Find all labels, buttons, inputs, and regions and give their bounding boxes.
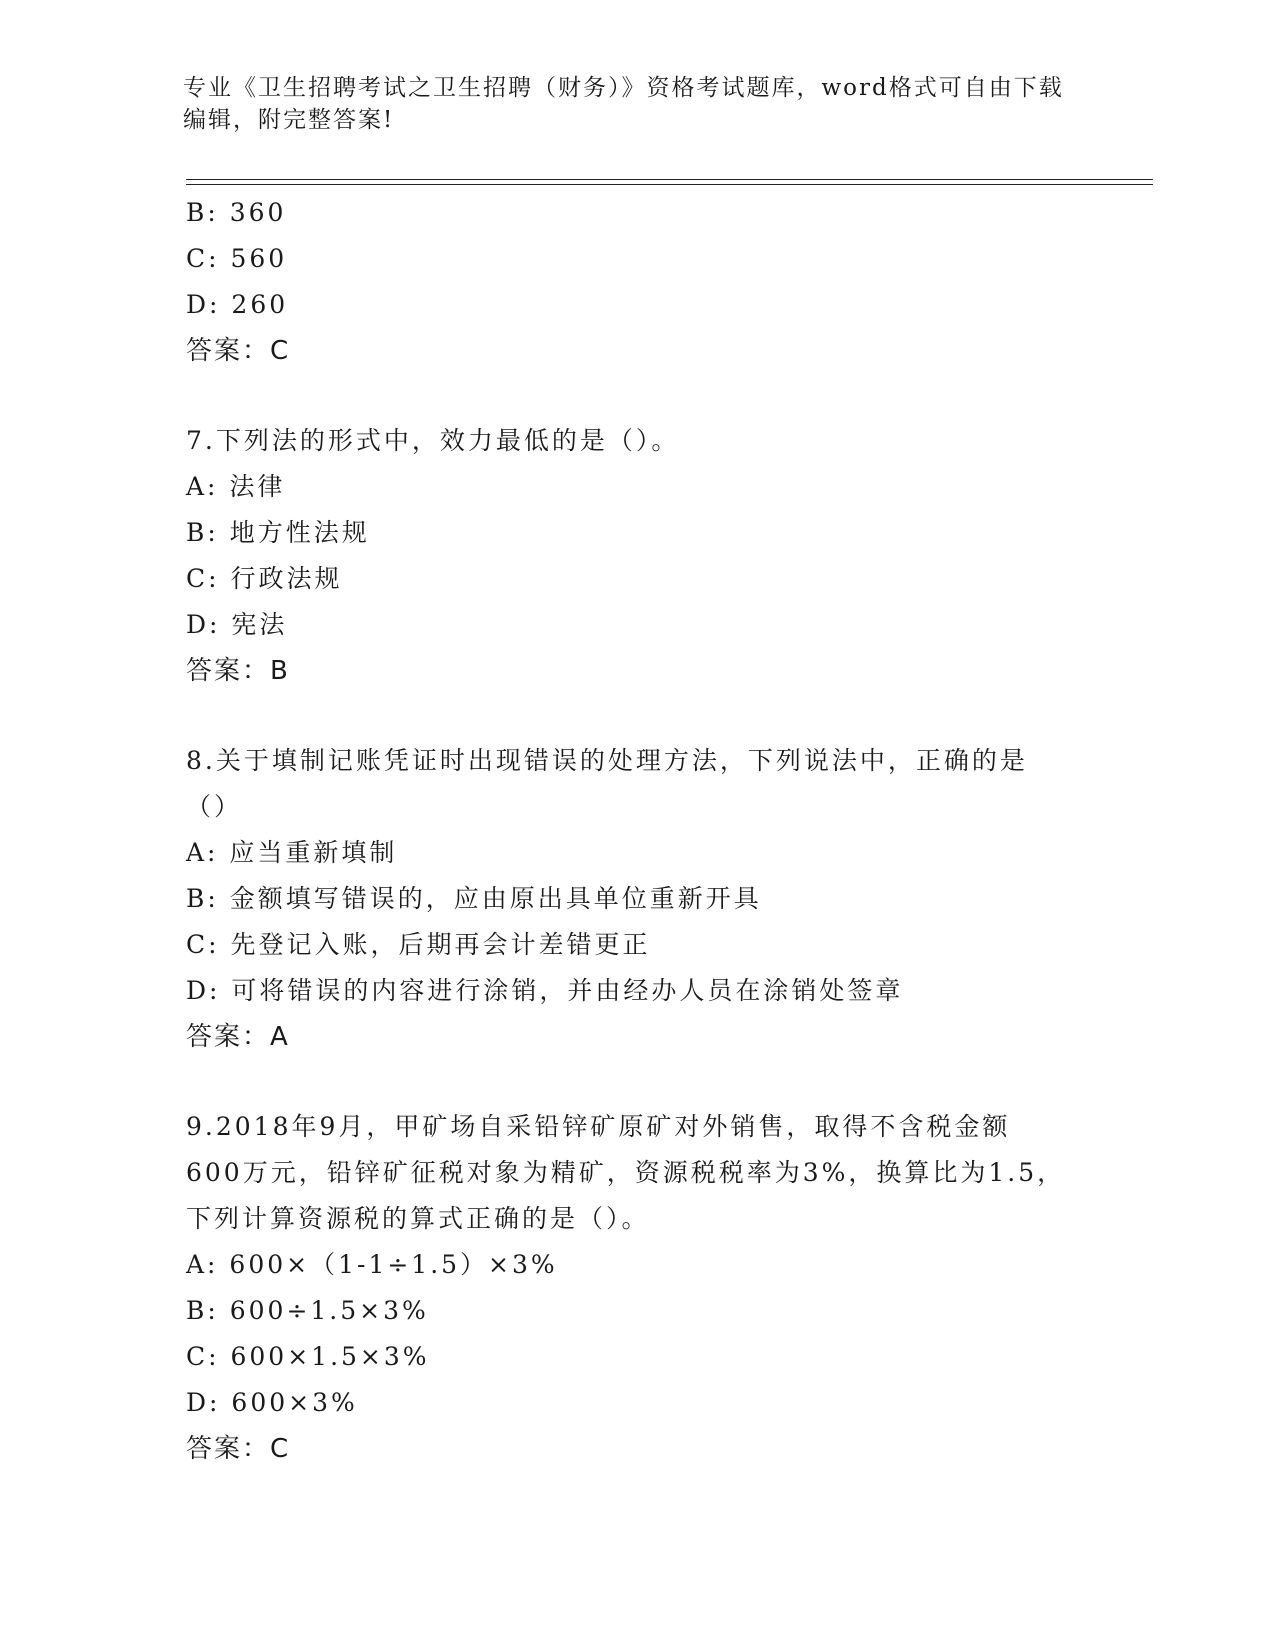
question-9 — [186, 1104, 1086, 1472]
header-line-1: 专业《卫生招聘考试之卫生招聘（财务）》资格考试题库，word格式可自由下载 — [183, 75, 1064, 101]
option-b: B: 金额填写错误的，应由原出具单位重新开具 — [186, 884, 762, 913]
answer: 答案：C — [186, 336, 291, 366]
question-text-line-1: 9.2018年9月，甲矿场自采铅锌矿原矿对外销售，取得不含税金额 — [186, 1112, 1011, 1141]
spacer — [186, 374, 1086, 418]
option-d: D: 宪法 — [186, 610, 288, 639]
question-text-line-2: 600万元，铅锌矿征税对象为精矿，资源税税率为3%，换算比为1.5， — [186, 1158, 1066, 1187]
document-header — [183, 72, 1083, 136]
spacer — [186, 694, 1086, 738]
question-6 — [186, 190, 1086, 374]
option-a: A: 法律 — [186, 472, 286, 501]
option-c: C: 行政法规 — [186, 564, 343, 593]
option-d: D: 600×3% — [186, 1388, 358, 1417]
answer: 答案：A — [186, 1022, 290, 1052]
option-c: C: 560 — [186, 244, 288, 273]
question-7 — [186, 418, 1086, 694]
question-text-line-3: 下列计算资源税的算式正确的是（）。 — [186, 1204, 650, 1233]
option-b: B: 360 — [186, 198, 287, 227]
header-divider-top — [186, 179, 1153, 180]
question-text-line-2: （） — [186, 792, 243, 821]
question-list — [186, 190, 1086, 1472]
option-c: C: 先登记入账，后期再会计差错更正 — [186, 930, 651, 959]
answer: 答案：C — [186, 1434, 291, 1464]
option-a: A: 600×（1-1÷1.5）×3% — [186, 1250, 558, 1279]
header-divider-bottom — [186, 184, 1153, 185]
option-d: D: 260 — [186, 290, 289, 319]
question-text-line-1: 8.关于填制记账凭证时出现错误的处理方法，下列说法中，正确的是 — [186, 746, 1028, 775]
option-c: C: 600×1.5×3% — [186, 1342, 430, 1371]
option-b: B: 600÷1.5×3% — [186, 1296, 429, 1325]
answer: 答案：B — [186, 656, 290, 686]
spacer — [186, 1060, 1086, 1104]
option-b: B: 地方性法规 — [186, 518, 370, 547]
question-8 — [186, 738, 1086, 1060]
question-text: 7.下列法的形式中，效力最低的是（）。 — [186, 426, 680, 455]
option-a: A: 应当重新填制 — [186, 838, 398, 867]
option-d: D: 可将错误的内容进行涂销，并由经办人员在涂销处签章 — [186, 976, 904, 1005]
header-line-2: 编辑，附完整答案! — [183, 107, 395, 133]
